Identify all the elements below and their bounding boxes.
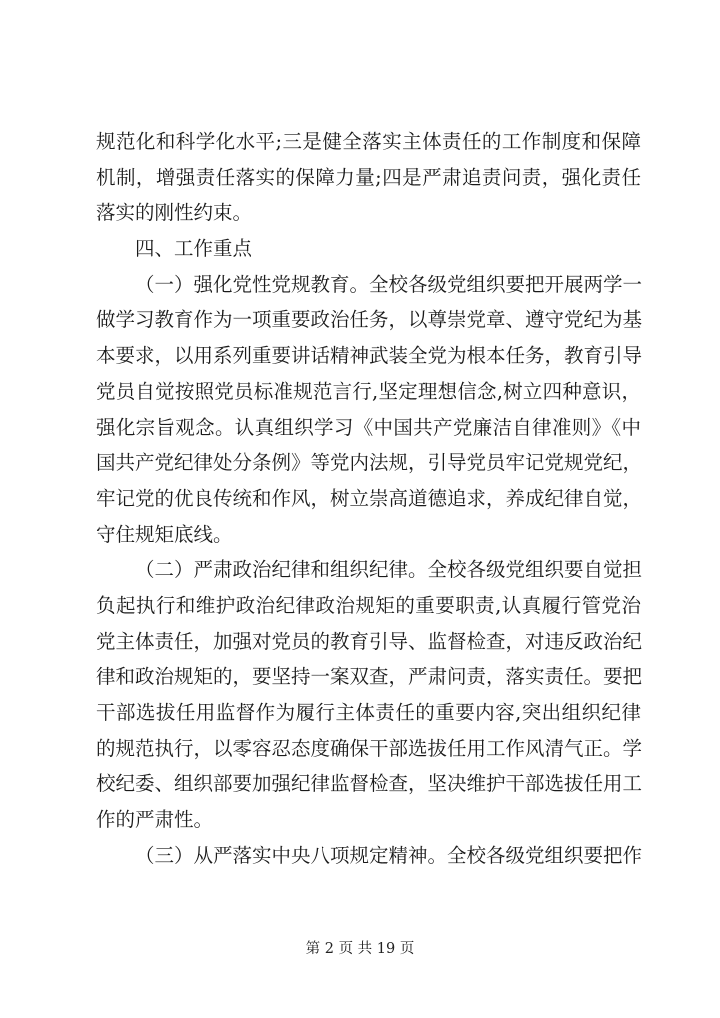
body-line: 作的严肃性。 <box>96 808 214 832</box>
body-line: 党主体责任，加强对党员的教育引导、监督检查，对违反政治纪 <box>96 629 643 653</box>
body-line: 守住规矩底线。 <box>96 522 233 546</box>
body-line: 本要求，以用系列重要讲话精神武装全党为根本任务，教育引导 <box>96 344 643 368</box>
body-line: 机制，增强责任落实的保障力量;四是严肃追责问责，强化责任 <box>96 165 641 189</box>
body-line: 牢记党的优良传统和作风，树立崇高道德追求，养成纪律自觉， <box>96 486 643 510</box>
subsection-heading-line: （一）强化党性党规教育。全校各级党组织要把开展两学一 <box>135 272 643 296</box>
body-line: 党员自觉按照党员标准规范言行,坚定理想信念,树立四种意识， <box>96 379 641 403</box>
body-line: 国共产党纪律处分条例》等党内法规，引导党员牢记党规党纪， <box>96 451 643 475</box>
section-heading: 四、工作重点 <box>135 237 253 261</box>
subsection-heading-line: （二）严肃政治纪律和组织纪律。全校各级党组织要自觉担 <box>135 558 643 582</box>
body-line: 律和政治规矩的，要坚持一案双查，严肃问责，落实责任。要把 <box>96 665 643 689</box>
body-line: 做学习教育作为一项重要政治任务，以尊崇党章、遵守党纪为基 <box>96 308 643 332</box>
body-line: 负起执行和维护政治纪律政治规矩的重要职责,认真履行管党治 <box>96 593 641 617</box>
page-number: 第 2 页 共 19 页 <box>305 941 415 957</box>
subsection-heading-line: （三）从严落实中央八项规定精神。全校各级党组织要把作 <box>135 843 643 867</box>
body-line: 强化宗旨观念。认真组织学习《中国共产党廉洁自律准则》《中 <box>96 415 641 439</box>
document-body <box>96 124 641 873</box>
body-line: 校纪委、组织部要加强纪律监督检查，坚决维护干部选拔任用工 <box>96 772 643 796</box>
body-line: 规范化和科学化水平;三是健全落实主体责任的工作制度和保障 <box>96 130 641 153</box>
body-line: 落实的刚性约束。 <box>96 201 253 225</box>
body-line: 干部选拔任用监督作为履行主体责任的重要内容,突出组织纪律 <box>96 701 641 724</box>
body-line: 的规范执行，以零容忍态度确保干部选拔任用工作风清气正。学 <box>96 736 643 760</box>
